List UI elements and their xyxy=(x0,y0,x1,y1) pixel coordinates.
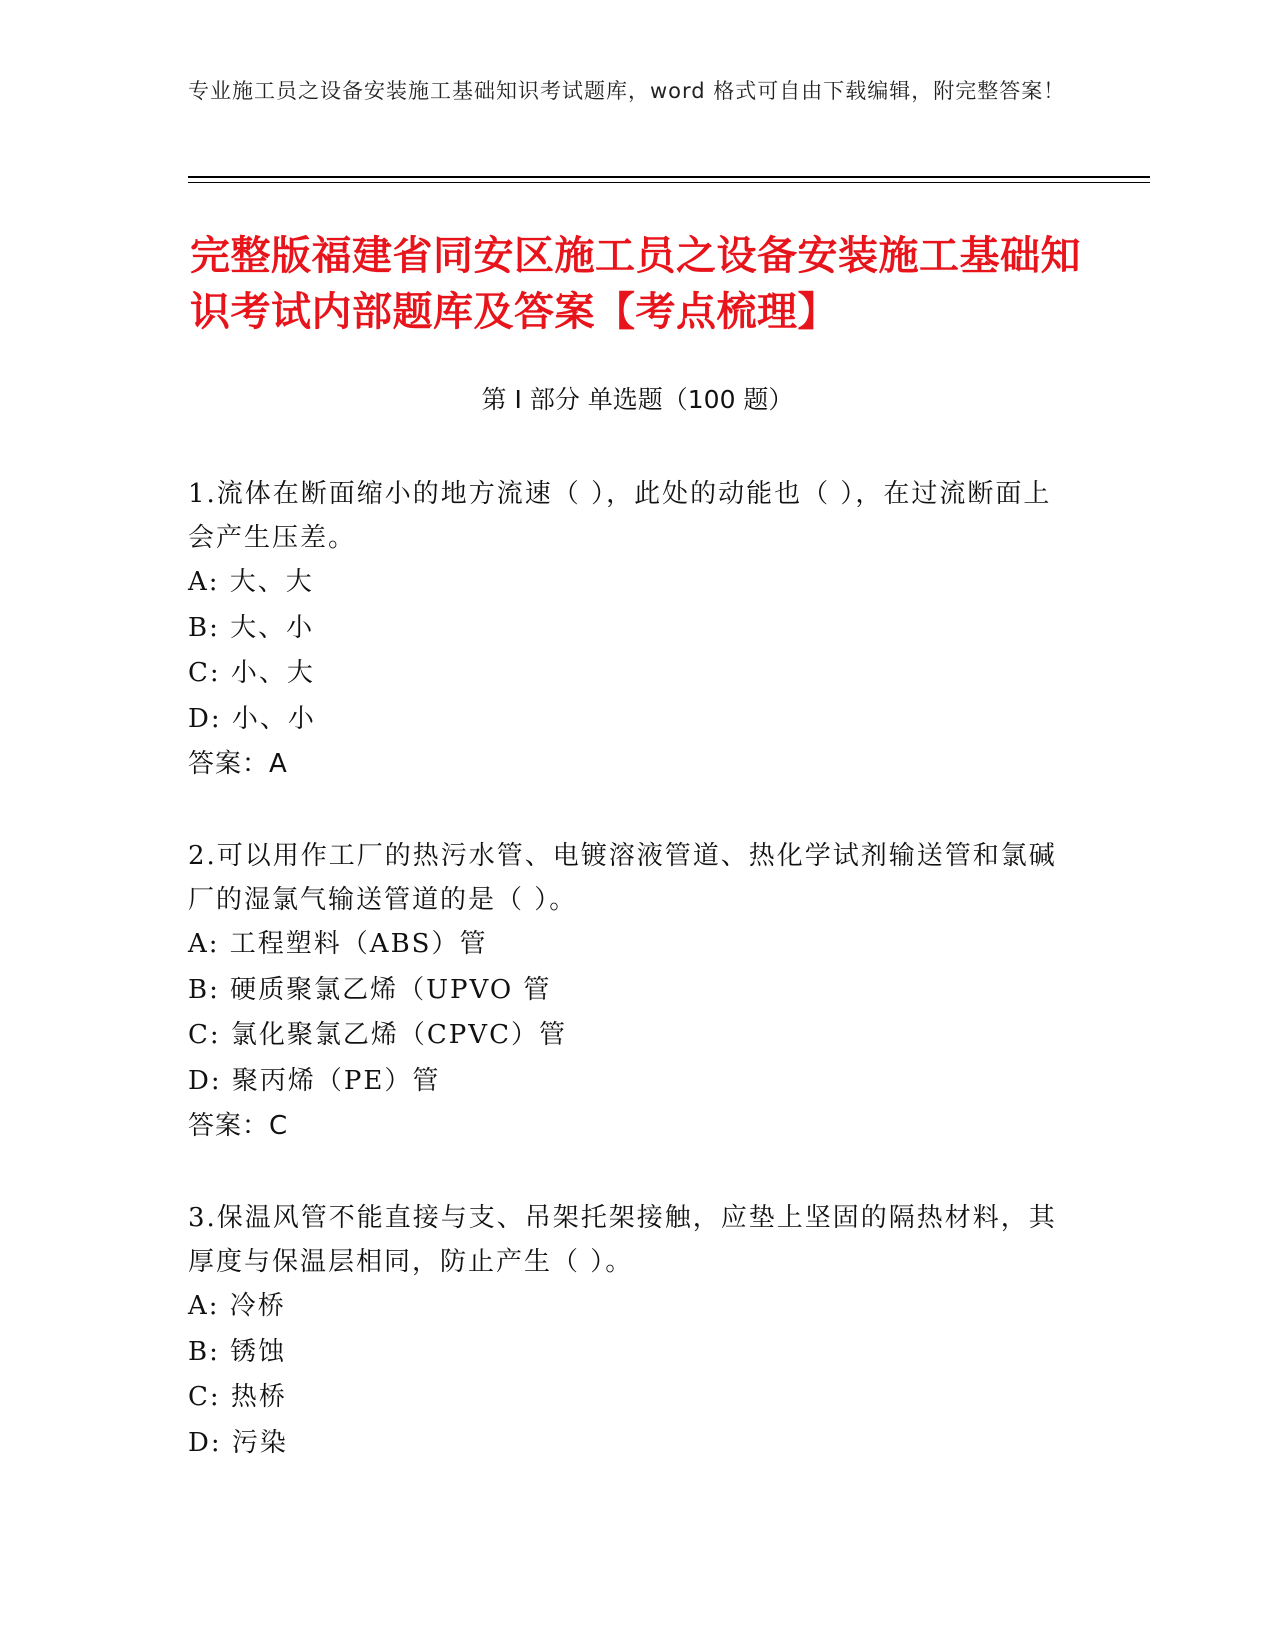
option-b: B: 硬质聚氯乙烯（UPVO 管 xyxy=(188,974,552,1005)
option-b: B: 锈蚀 xyxy=(188,1336,287,1367)
header-note: 专业施工员之设备安装施工基础知识考试题库，word 格式可自由下载编辑，附完整答案！ xyxy=(188,79,1066,103)
header-rule-thick xyxy=(188,176,1150,178)
question-2 xyxy=(188,834,1068,1148)
option-a: A: 冷桥 xyxy=(188,1291,286,1321)
option-c: C: 氯化聚氯乙烯（CPVC）管 xyxy=(188,1020,567,1050)
section-heading: 第 I 部分 单选题（100 题） xyxy=(481,385,794,414)
option-c: C: 小、大 xyxy=(188,658,315,688)
option-c: C: 热桥 xyxy=(188,1382,287,1412)
answer: 答案：A xyxy=(188,749,288,779)
question-3 xyxy=(188,1196,1068,1466)
option-a: A: 工程塑料（ABS）管 xyxy=(188,929,488,959)
option-d: D: 污染 xyxy=(188,1427,288,1458)
question-stem: 1.流体在断面缩小的地方流速（ ），此处的动能也（ ），在过流断面上会产生压差。 xyxy=(188,479,1052,553)
answer: 答案：C xyxy=(188,1111,289,1141)
question-list xyxy=(188,472,1068,1514)
option-b: B: 大、小 xyxy=(188,612,315,643)
question-stem: 3.保温风管不能直接与支、吊架托架接触，应垫上坚固的隔热材料，其厚度与保温层相同，防止产生（ ）。 xyxy=(188,1203,1057,1277)
header-rule-thin xyxy=(188,182,1150,183)
option-a: A: 大、大 xyxy=(188,567,314,597)
document-title: 完整版福建省同安区施工员之设备安装施工基础知识考试内部题库及答案【考点梳理】 xyxy=(190,233,1081,335)
question-stem: 2.可以用作工厂的热污水管、电镀溶液管道、热化学试剂输送管和氯碱厂的湿氯气输送管道的是（ ）。 xyxy=(188,841,1057,915)
option-d: D: 小、小 xyxy=(188,703,316,734)
question-1 xyxy=(188,472,1068,786)
option-d: D: 聚丙烯（PE）管 xyxy=(188,1065,441,1096)
